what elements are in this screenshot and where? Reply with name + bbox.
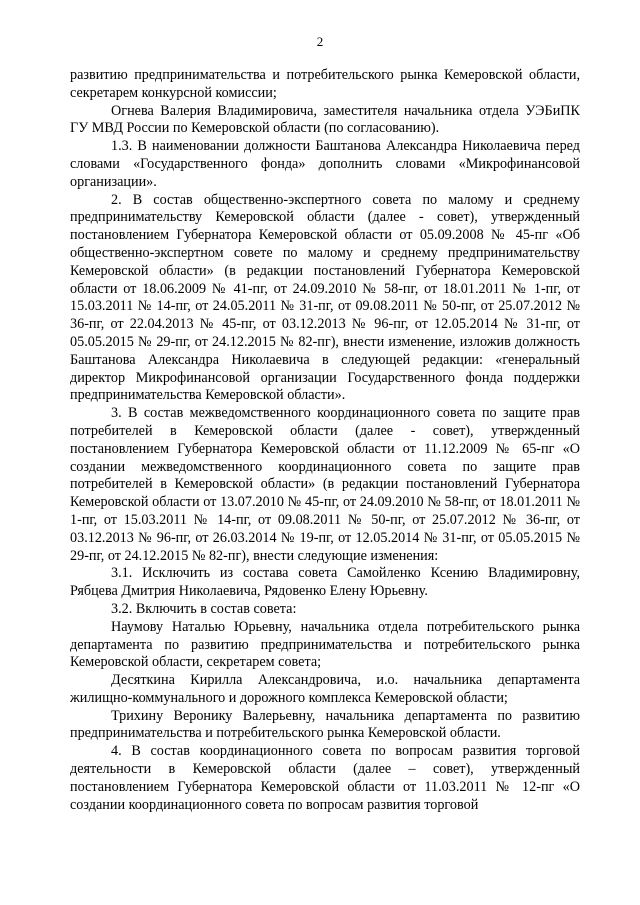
paragraph-9: Десяткина Кирилла Александровича, и.о. начальника департамента жилищно-коммунального и дорожного комплекса Кемеровской области; — [70, 672, 580, 706]
paragraph-11: 4. В состав координационного совета по вопросам развития торговой деятельности в Кемеровской области (далее – совет), утвержденный постановлением Губернатора Кемеровской области от 11.03.2011 № 12-пг «О создании координационного совета по вопросам развития торговой — [70, 743, 580, 813]
paragraph-3: 1.3. В наименовании должности Баштанова Александра Николаевича перед словами «Государственного фонда» дополнить словами «Микрофинансовой организации». — [70, 138, 580, 190]
paragraph-6: 3.1. Исключить из состава совета Самойленко Ксению Владимировну, Рябцева Дмитрия Николаевича, Рядовенко Елену Юрьевну. — [70, 565, 580, 600]
document-body — [70, 67, 580, 814]
paragraph-5: 3. В состав межведомственного координационного совета по защите прав потребителей в Кемеровской области (далее - совет), утвержденный постановлением Губернатора Кемеровской области от 11.12.2009 № 65-пг «О создании межведомственного координационного совета по защите прав потребителей в Кемеровской области» (в редакции постановлений Губернатора Кемеровской области от 13.07.2010 № 45-пг, от 24.09.2010 № 58-пг, от 18.01.2011 № 1-пг, от 15.03.2011 № 14-пг, от 09.08.2011 № 50-пг, от 25.07.2012 № 36-пг, от 03.12.2013 № 96-пг, от 26.03.2014 № 19-пг, от 12.05.2014 № 31-пг, от 05.05.2015 № 29-пг, от 24.12.2015 № 82-пг), внести следующие изменения: — [70, 405, 580, 564]
paragraph-2: Огнева Валерия Владимировича, заместителя начальника отдела УЭБиПК ГУ МВД России по Кемеровской области (по согласованию). — [70, 102, 580, 137]
paragraph-10: Трихину Веронику Валерьевну, начальника департамента по развитию предпринимательства и потребительского рынка Кемеровской области. — [70, 707, 580, 742]
paragraph-1: развитию предпринимательства и потребительского рынка Кемеровской области, секретарем конкурсной комиссии; — [70, 67, 580, 101]
paragraph-8: Наумову Наталью Юрьевну, начальника отдела потребительского рынка департамента по развитию предпринимательства и потребительского рынка Кемеровской области, секретарем совета; — [70, 618, 580, 671]
paragraph-7: 3.2. Включить в состав совета: — [111, 600, 297, 617]
paragraph-4: 2. В состав общественно-экспертного совета по малому и среднему предпринимательству Кемеровской области (далее - совет), утвержденный постановлением Губернатора Кемеровской области от 05.09.2008 № 45-пг «Об общественно-экспертном совете по малому и среднему предпринимательству Кемеровской области» (в редакции постановлений Губернатора Кемеровской области от 18.06.2009 № 41-пг, от 24.09.2010 № 58-пг, от 18.01.2011 № 1-пг, от 15.03.2011 № 14-пг, от 24.05.2011 № 31-пг, от 09.08.2011 № 50-пг, от 25.07.2012 № 36-пг, от 22.04.2013 № 45-пг, от 03.12.2013 № 96-пг, от 12.05.2014 № 31-пг, от 05.05.2015 № 29-пг, от 24.12.2015 № 82-пг), внести изменение, изложив должность Баштанова Александра Николаевича в следующей редакции: «генеральный директор Микрофинансовой организации Государственного фонда поддержки предпринимательства Кемеровской области». — [70, 191, 580, 404]
page-number: 2 — [316, 34, 324, 49]
